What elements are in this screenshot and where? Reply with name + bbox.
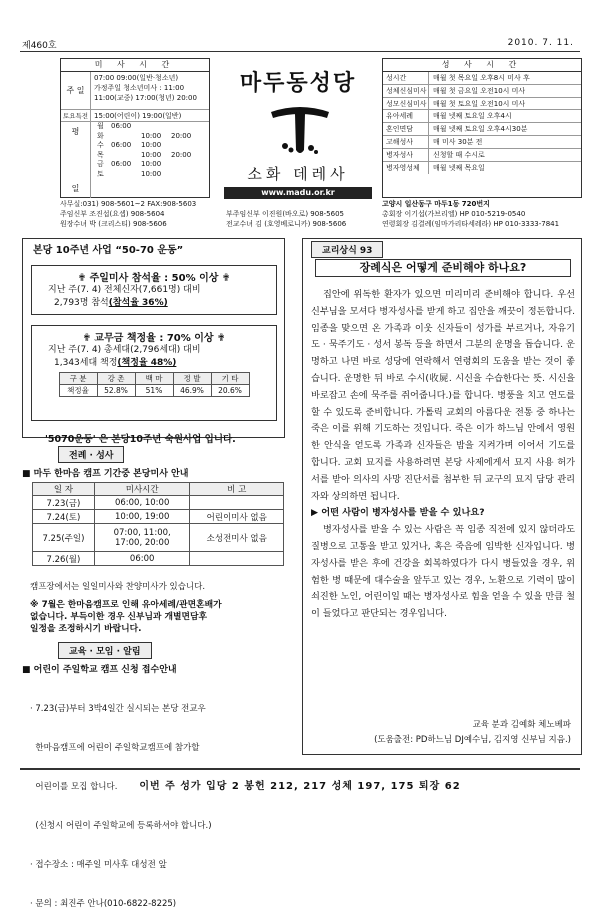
camp-time [94,510,190,524]
anniversary-campaign-box [22,238,285,445]
sacrament-schedule-table [382,58,582,198]
tithe-rate-table [59,372,250,397]
weekday-mass-row [91,141,201,151]
sacrament-row [383,110,581,123]
camp-date: 7.23(금) [33,496,95,510]
education-line: · 7.23(금)부터 3박4일간 실시되는 본당 전교우 [30,704,206,714]
weekday-mass-row [91,122,201,132]
tithe-line: 지난 주(7. 4) 총세대(2,796세대) 대비 [48,345,201,355]
weekday-cell: 10:00 [141,131,162,140]
weekday-row [61,122,209,198]
baptism-notice-line: 일정을 조정하시기 바랍니다. [30,624,142,634]
weekday-cell [141,122,171,132]
contact-line: 전교수녀 김 (호영베로니카) 908-5606 [226,220,347,228]
education-line: (신청시 어린이 주일학교에 등록하셔야 합니다.) [30,821,212,831]
weekday-cell [171,141,201,151]
camp-time-line: 17:00, 20:00 [114,537,170,548]
weekday-cell [111,151,141,161]
liturgy-section-tag: 전례 · 성사 [58,446,124,463]
attendance-count: 2,793명 참석 [54,298,109,308]
contacts-right [382,199,559,229]
camp-table-header: 비 고 [190,483,284,496]
weekday-cell: 10:00 [141,141,162,149]
weekday-cell: 화 [97,131,104,140]
saturday-times: 15:00(어린이) 19:00(일반) [94,112,182,120]
attendance-rate: (참석율 36%) [108,298,168,308]
tithe-table-header: 구 분 [59,373,97,385]
mass-attendance-box [31,265,277,315]
sacrament-row [383,85,581,98]
education-line: · 문의 : 최진주 안나(010-6822-8225) [30,899,177,909]
catechism-tag: 교리상식 93 [311,241,383,258]
camp-note-cell [190,496,284,510]
camp-time [94,496,190,510]
top-rule [20,51,580,52]
weekday-mass-row [91,160,201,170]
baptism-notice-line: ※ 7월은 한마음캠프로 인해 유아세례/관면혼배가 [30,600,222,610]
tithe-count: 1,343세대 책정 [54,358,118,368]
tithe-table-header: 기 타 [211,373,249,385]
contact-line: 원장수녀 박 (크리스티) 908-5606 [60,220,167,228]
education-line: · 접수장소 : 매주일 미사후 대성전 앞 [30,860,167,870]
tithe-table-header: 강 촌 [97,373,135,385]
weekday-cell: 20:00 [171,131,192,140]
cross-logo-icon [267,100,333,160]
parish-title: 마두동성당 [239,71,357,96]
weekday-cell: 10:00 [141,169,162,178]
sacrament-row [383,72,581,85]
footer-rule [20,768,580,770]
weekday-cell: 20:00 [171,150,192,159]
camp-date: 7.26(월) [33,552,95,566]
camp-time-line: 07:00, 11:00, [113,527,171,538]
tithe-table-header: 백 마 [135,373,173,385]
sacrament-row [383,98,581,111]
tithe-table-cell: 46.9% [173,385,211,397]
issue-number: 제460호 [22,41,57,51]
weekday-mass-row [91,170,201,180]
camp-time [94,552,190,566]
education-line: 한마음캠프에 어린이 주일학교캠프에 참가할 [30,743,200,753]
sacrament-row [383,149,581,162]
camp-note-cell [190,552,284,566]
camp-note: 캠프장에서는 일일미사와 찬양미사가 있습니다. [30,582,206,592]
sunday-line: 11:00(교중) 17:00(청년) 20:00 [94,94,197,102]
sunday-line: 07:00 09:00(일반·청소년) [94,74,179,82]
campaign-goal-text: '5070운동' 은 본당10주년 숙원사업 입니다. [45,434,236,445]
weekday-cell [111,170,141,180]
camp-date: 7.25(주일) [33,524,95,552]
tithe-rate-box [31,325,277,421]
issue-date: 2010. 7. 11. [507,38,574,48]
weekday-mass-row [91,132,201,142]
catechism-credit: 교육 분과 김예화 체노베파 [472,720,571,730]
weekday-cell: 월 [97,122,104,130]
weekday-cell: 10:00 [141,160,162,168]
weekday-cell: 06:00 [111,160,132,168]
contact-line: 주임신부 조진섭(요셉) 908-5604 [60,210,165,218]
catechism-box [302,238,582,755]
education-line: 어린이를 모집 합니다. [30,782,118,792]
sacrament-time: 매 미사 30분 전 [433,137,483,146]
tithe-rate: (책정율 48%) [117,358,177,368]
contact-line: 연령회장 김결례(임마가리타세레라) HP 010-3333-7841 [382,220,560,228]
sacrament-time: 매월 첫 토요일 오전10시 미사 [433,99,526,108]
weekday-cell: 10:00 [141,150,162,159]
weekday-cell: 금 [97,160,104,168]
camp-table-row [33,510,284,524]
camp-time-line: 10:00, 19:00 [114,511,170,522]
contact-line: 부주임신부 이진원(바오로) 908-5605 [226,210,344,218]
patron-name: 소화 데레사 [247,165,349,183]
catechism-source: (도움출전: PD하느님 DJ예수님, 김지영 신부님 지음.) [374,735,571,745]
weekday-cell: 06:00 [111,141,132,149]
saturday-label: 토요특전 [61,110,91,121]
camp-table-row [33,524,284,552]
camp-mass-table [32,482,284,566]
camp-time-line: 06:00 [129,553,155,564]
sacrament-label: 병자성사 [383,149,429,161]
sacrament-time: 매월 첫 금요일 오전10시 미사 [433,86,526,95]
camp-note-cell: 어린이미사 없음 [190,510,284,524]
liturgy-item-heading: ■ 마두 한마음 캠프 기간중 본당미사 안내 [22,469,189,479]
tithe-table-cell: 51% [135,385,173,397]
campaign-title: 본당 10주년 사업 “50-70 운동” [33,245,184,256]
camp-table-row [33,496,284,510]
baptism-notice [30,599,222,635]
weekday-times [91,122,201,198]
camp-table-header: 미사시간 [94,483,190,496]
tithe-heading: ✟ 교무금 책정율 : 70% 이상 ✟ [82,333,226,344]
attendance-heading: ✟ 주일미사 참석율 : 50% 이상 ✟ [77,273,231,284]
weekday-cell: 수 [97,141,104,149]
catechism-body [311,287,575,623]
sacrament-label: 병자영성체 [383,162,429,175]
camp-note-cell: 소성전미사 없음 [190,524,284,552]
tithe-table-cell: 20.6% [211,385,249,397]
weekday-cell: 06:00 [111,122,132,130]
saturday-row [61,110,209,122]
education-details [30,677,288,924]
baptism-notice-line: 없습니다. 부득이한 경우 신부님과 개별면담후 [30,612,208,622]
camp-table-row [33,552,284,566]
weekday-cell [171,160,201,170]
sacrament-label: 성시간 [383,72,429,84]
tithe-table-header: 정 발 [173,373,211,385]
weekday-cell [171,122,201,132]
weekday-cell [111,132,141,142]
weekday-label-top: 평 [71,127,80,136]
camp-time [94,524,190,552]
sunday-label: 주 일 [61,72,91,109]
sacrament-row [383,123,581,136]
sacrament-label: 유아세례 [383,110,429,122]
camp-date: 7.24(토) [33,510,95,524]
attendance-line: 지난 주(7. 4) 전체신자(7,661명) 대비 [48,285,201,295]
hymn-numbers: 이번 주 성가 입당 2 봉헌 212, 217 성체 197, 175 퇴장 62 [139,781,461,792]
weekday-cell: 토 [97,169,104,178]
sacrament-label: 성체신심미사 [383,85,429,97]
sacrament-row [383,162,581,175]
contacts-mid [226,209,346,229]
parish-address: 고양시 일산동구 마두1동 720번지 [382,200,490,208]
education-section-tag: 교육 · 모임 · 알림 [58,642,152,659]
catechism-paragraph: 병자성사를 받을 수 있는 사람은 꼭 임종 직전에 있지 않더라도 질병으로 고통을 받고 있거나, 혹은 죽음에 임박한 신자입니다. 병자성사를 받은 후에 건강을 회복하였다가 다시 병들었을 경우, 위험한 병 때문에 대수술을 앞두고 있는 경우, 노환으로 기력이 많이 쇠진한 노인, 어린이일 때는 병자성사로 힘을 얻을 수 있을 만큼 철이 들었다고 판단되는 경우입니다. [311,524,575,620]
weekday-label-bottom: 일 [71,184,80,193]
catechism-paragraph: 집안에 위독한 환자가 있으면 미리미리 준비해야 합니다. 우선 신부님을 모셔다 병자성사를 받게 하고 집안을 깨끗이 정돈합니다. 임종을 맞으면 온 가족과 이웃 신자들이 성가를 부르거나, 자유기도 · 묵주기도 · 성서 봉독 등을 하면서 그분의 운명을 돕습니다. 운명하고 나면 바로 성당에 연락해서 연령회의 도움을 받는 것이 좋습니다. 운명한 뒤 바로 수시(收屍. 시신을 수습한다는 뜻. 시신을 바로잡고 손에 묵주를 쥐어줍니다.)를 합니다. 병풍을 치고 연도를 할 수 있도록 준비합니다. 가톨릭 교회의 아름다운 전통 중 하나는 죽은 이를 위해 기도하는 것입니다. 죽은 이가 하느님 안에서 영원한 안식을 얻도록 가족과 신자들은 밤을 지켜가며 이어서 기도를 합니다. 교회 묘지를 사용하려면 본당 사제에게서 묘지 사용 허가서를 받아 의사의 사망 진단서를 첨부한 뒤 교구의 묘지 담당 관리자와 상의하면 됩니다. [311,289,575,502]
sacrament-time: 매월 넷째 목요일 [433,163,485,172]
mass-schedule-title: 미 사 시 간 [61,59,209,72]
weekday-cell: 목 [97,150,104,159]
sacrament-time: 매월 넷째 토요일 오후4시30분 [433,125,528,134]
sacrament-title: 성 사 시 간 [383,59,581,72]
catechism-headline: 장례식은 어떻게 준비해야 하나요? [315,259,571,277]
camp-time-line: 06:00, 10:00 [114,497,170,508]
contacts-left [60,199,196,229]
weekday-mass-row [91,151,201,161]
weekday-cell [171,170,201,180]
contact-line: 사무실:031) 908-5601~2 FAX:908-5603 [60,200,197,208]
sacrament-time: 매월 첫 목요일 오후8시 미사 후 [433,74,530,82]
tithe-table-cell: 책정율 [59,385,97,397]
sunday-line: 가정주일 청소년미사 : 11:00 [94,84,185,92]
sacrament-row [383,136,581,149]
sacrament-time: 매월 넷째 토요일 오후4시 [433,112,512,121]
catechism-question: ▶ 어떤 사람이 병자성사를 받을 수 있나요? [311,507,485,519]
contact-line: 총회장 이기섭(가브리엘) HP 010-5219-0540 [382,210,526,218]
sacrament-label: 혼인면담 [383,123,429,135]
sacrament-time: 신청할 때 수시로 [433,150,485,159]
website-link[interactable]: www.madu.or.kr [224,187,372,199]
tithe-table-cell: 52.8% [97,385,135,397]
sunday-row [61,72,209,110]
sacrament-label: 고해성사 [383,136,429,148]
mass-schedule-table [60,58,210,198]
education-item-heading: ■ 어린이 주일학교 캠프 신청 접수안내 [22,665,177,675]
sacrament-label: 성모신심미사 [383,98,429,110]
camp-table-header: 일 자 [33,483,95,496]
